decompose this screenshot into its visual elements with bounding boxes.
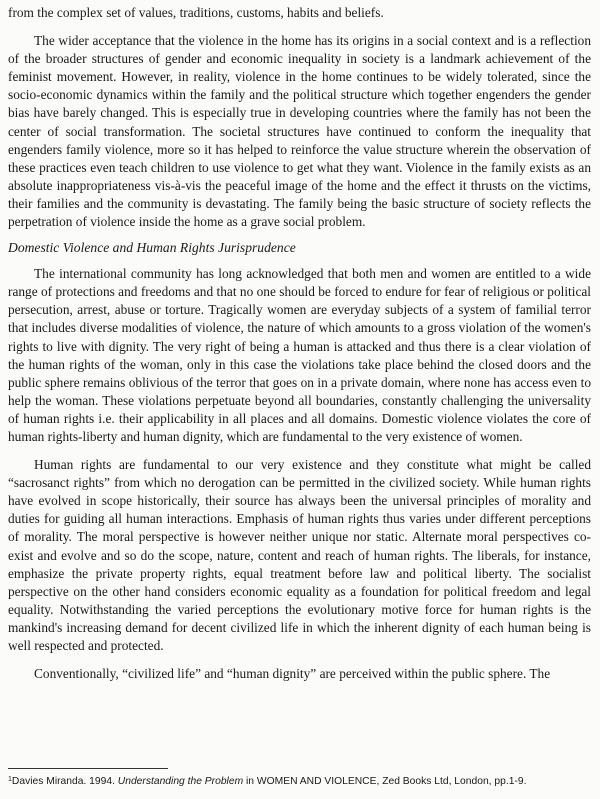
footnote-divider	[8, 768, 168, 769]
paragraph-continuation: from the complex set of values, traditions, customs, habits and beliefs.	[8, 5, 384, 20]
footnote-marker: 1	[8, 776, 12, 783]
footnote	[8, 773, 598, 788]
page-body	[8, 4, 591, 683]
paragraph-international-community: The international community has long acknowledged that both men and women are entitled to a wide range of protections and freedoms and that no one should be forced to endure for fear of religious or political persecution, arrest, abuse or torture. Tragically women are everyday subjects of a system of familial terror that includes diverse modalities of violence, the nature of which amounts to a gross violation of the women's rights to live with dignity. The very right of being a human is attacked and thus there is a clear violation of the human rights of the woman, only in this case the violations take place behind the closed doors and the public sphere remains oblivious of the terror that goes on in a private domain, where none has access even to help the woman. These violations perpetuate beyond all boundaries, constantly challenging the universality of human rights i.e. their applicability in all places and all domains. Domestic violence violates the core of human rights-liberty and human dignity, which are fundamental to the very existence of women.	[8, 266, 591, 444]
paragraph-conventionally: Conventionally, “civilized life” and “human dignity” are perceived within the public sphere. The	[34, 666, 551, 682]
footnote-title: Understanding the Problem	[117, 776, 244, 787]
paragraph-human-rights-fundamental: Human rights are fundamental to our very existence and they constitute what might be called “sacrosanct rights” from which no derogation can be permitted in the civilized society. While human rights have evolved in scope historically, their source has always been the universal principles of morality and duties for guiding all human interactions. Emphasis of human rights thus varies under different perceptions of morality. The moral perspective is however neither unique nor static. Alternate moral perspectives co-exist and evolve and so do the scope, nature, content and reach of human rights. The liberals, for instance, emphasize the private property rights, equal treatment before law and political liberty. The socialist perspective on the other hand considers economic equality as a foundation for political freedom and legal equality. Notwithstanding the varied perceptions the evolutionary motive force for human rights is the mankind's increasing demand for decent civilized life in which the inherent dignity of each human being is well respected and protected.	[8, 457, 591, 653]
paragraph-feminist-movement: The wider acceptance that the violence in the home has its origins in a social context and is a reflection of the broader structures of gender and economic inequality in society is a landmark achievement of the feminist movement. However, in reality, violence in the home continues to be widely tolerated, since the socio-economic dynamics within the family and the political structure which together engenders the gender bias have barely changed. This is especially true in developing countries where the family has not been the center of social transformation. The societal structures have continued to conform the inequality that engenders family violence, more so it has helped to reinforce the value structure wherein the observation of these practices even teach children to use violence to get what they want. Violence in the family exists as an absolute inappropriateness vis-à-vis the peaceful image of the home and the effect it thrusts on the victims, their families and the community is devastating. The family being the basic structure of society reflects the perpetration of violence inside the home as a grave social problem.	[8, 33, 591, 230]
footnote-author: Davies Miranda. 1994.	[11, 776, 118, 787]
section-heading: Domestic Violence and Human Rights Jurisprudence	[8, 240, 296, 256]
footnote-source: in WOMEN AND VIOLENCE, Zed Books Ltd, London, pp.1-9.	[243, 776, 527, 787]
